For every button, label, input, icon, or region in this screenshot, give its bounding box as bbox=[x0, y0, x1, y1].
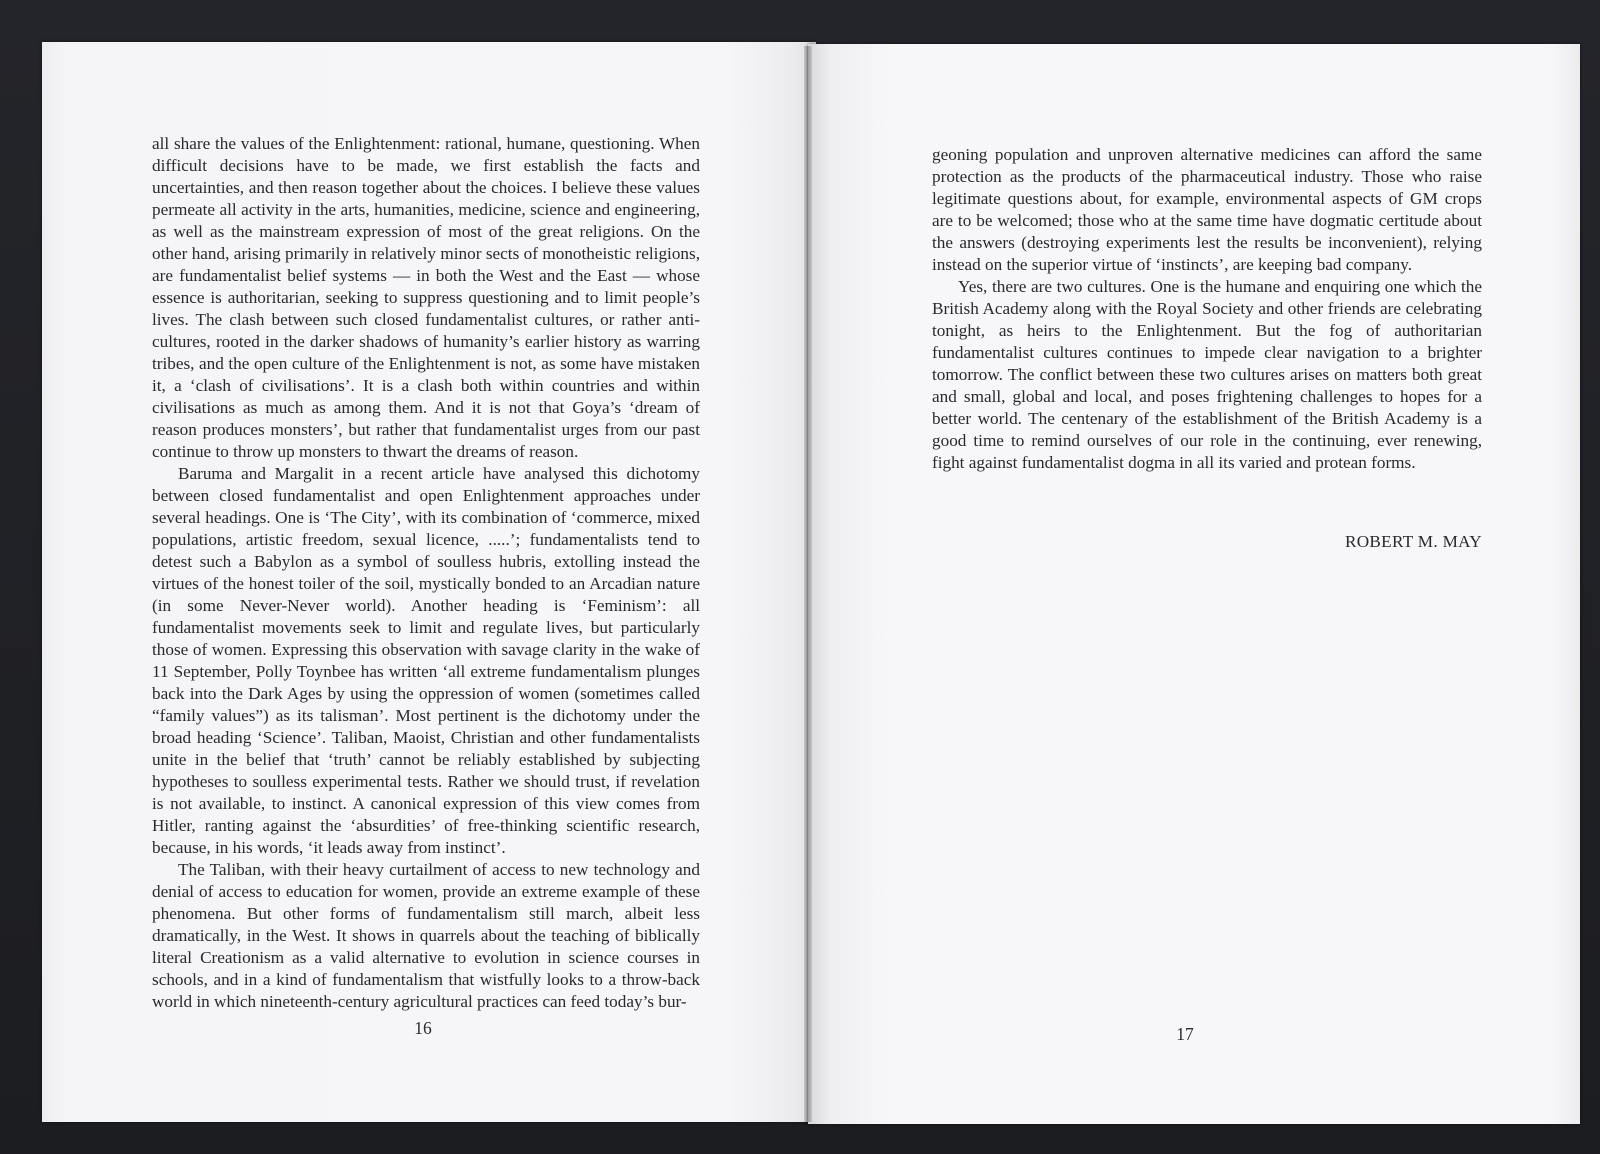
right-page bbox=[808, 44, 1580, 1124]
page-number: 16 bbox=[414, 1018, 432, 1038]
paragraph: geoning population and unproven alternative medicines can afford the same protection as the products of the pharmaceutical industry. Those who raise legitimate questions about, for example, environmental aspects of GM crops are to be welcomed; those who at the same time have dogmatic certitude about the answers (destroying experiments lest the results be inconvenient), relying instead on the superior virtue of ‘instincts’, are keeping bad company. bbox=[932, 145, 1482, 274]
paragraph: Baruma and Margalit in a recent article have analysed this dichotomy between closed fundamentalist and open Enlightenment approaches under several headings. One is ‘The City’, with its combination of ‘commerce, mixed populations, artistic freedom, sexual licence, .....’; fundamentalists tend to detest such a Babylon as a symbol of soulless hubris, extolling instead the virtues of the honest toiler of the soil, mystically bonded to an Arcadian nature (in some Never-Never world). Another heading is ‘Feminism’: all fundamentalist movements seek to limit and regulate lives, but particularly those of women. Expressing this observation with savage clarity in the wake of 11 September, Polly Toynbee has written ‘all extreme fundamentalism plunges back into the Dark Ages by using the oppression of women (sometimes called “family values”) as its talisman’. Most pertinent is the dichotomy under the broad heading ‘Science’. Taliban, Maoist, Christian and other fundamentalists unite in the belief that ‘truth’ cannot be reliably established by subjecting hypotheses to soulless experimental tests. Rather we should trust, if revelation is not available, to instinct. A canonical expression of this view comes from Hitler, ranting against the ‘absurdities’ of free-thinking scientific research, because, in his words, ‘it leads away from instinct’. bbox=[152, 464, 700, 857]
left-page-body bbox=[152, 133, 700, 1013]
book-spread bbox=[42, 38, 1580, 1128]
paragraph: Yes, there are two cultures. One is the humane and enquiring one which the British Academy along with the Royal Society and other friends are celebrating tonight, as heirs to the Enlightenment. But the fog of authoritarian fundamentalist cultures continues to impede clear navigation to a brighter tomorrow. The conflict between these two cultures arises on matters both great and small, global and local, and poses frightening challenges to hopes for a better world. The centenary of the establishment of the British Academy is a good time to remind ourselves of our role in the continuing, ever renewing, fight against fundamentalist dogma in all its varied and protean forms. bbox=[932, 277, 1482, 472]
right-page-body bbox=[932, 144, 1482, 474]
author-signature: ROBERT M. MAY bbox=[1344, 532, 1482, 551]
page-number: 17 bbox=[1176, 1024, 1194, 1044]
book-gutter bbox=[804, 46, 812, 1122]
paragraph: The Taliban, with their heavy curtailment of access to new technology and denial of access to education for women, provide an extreme example of these phenomena. But other forms of fundamentalism still march, albeit less dramatically, in the West. It shows in quarrels about the teaching of biblically literal Creationism as a valid alternative to evolution in science courses in schools, and in a kind of fundamentalism that wistfully looks to a throw-back world in which nineteenth-century agricultural practices can feed today’s bur- bbox=[152, 860, 700, 1011]
left-page bbox=[42, 42, 816, 1122]
paragraph: all share the values of the Enlightenment: rational, humane, questioning. When difficult decisions have to be made, we first establish the facts and uncertainties, and then reason together about the choices. I believe these values permeate all activity in the arts, humanities, medicine, science and engineering, as well as the mainstream expression of most of the great religions. On the other hand, arising primarily in relatively minor sects of monotheistic religions, are fundamentalist belief systems — in both the West and the East — whose essence is authoritarian, seeking to suppress questioning and to limit people’s lives. The clash between such closed fundamentalist cultures, or rather anti-cultures, rooted in the darker shadows of humanity’s earlier history as warring tribes, and the open culture of the Enlightenment is not, as some have mistaken it, a ‘clash of civilisations’. It is a clash both within countries and within civilisations as much as among them. And it is not that Goya’s ‘dream of reason produces monsters’, but rather that fundamentalist urges from our past continue to throw up monsters to thwart the dreams of reason. bbox=[152, 134, 700, 461]
